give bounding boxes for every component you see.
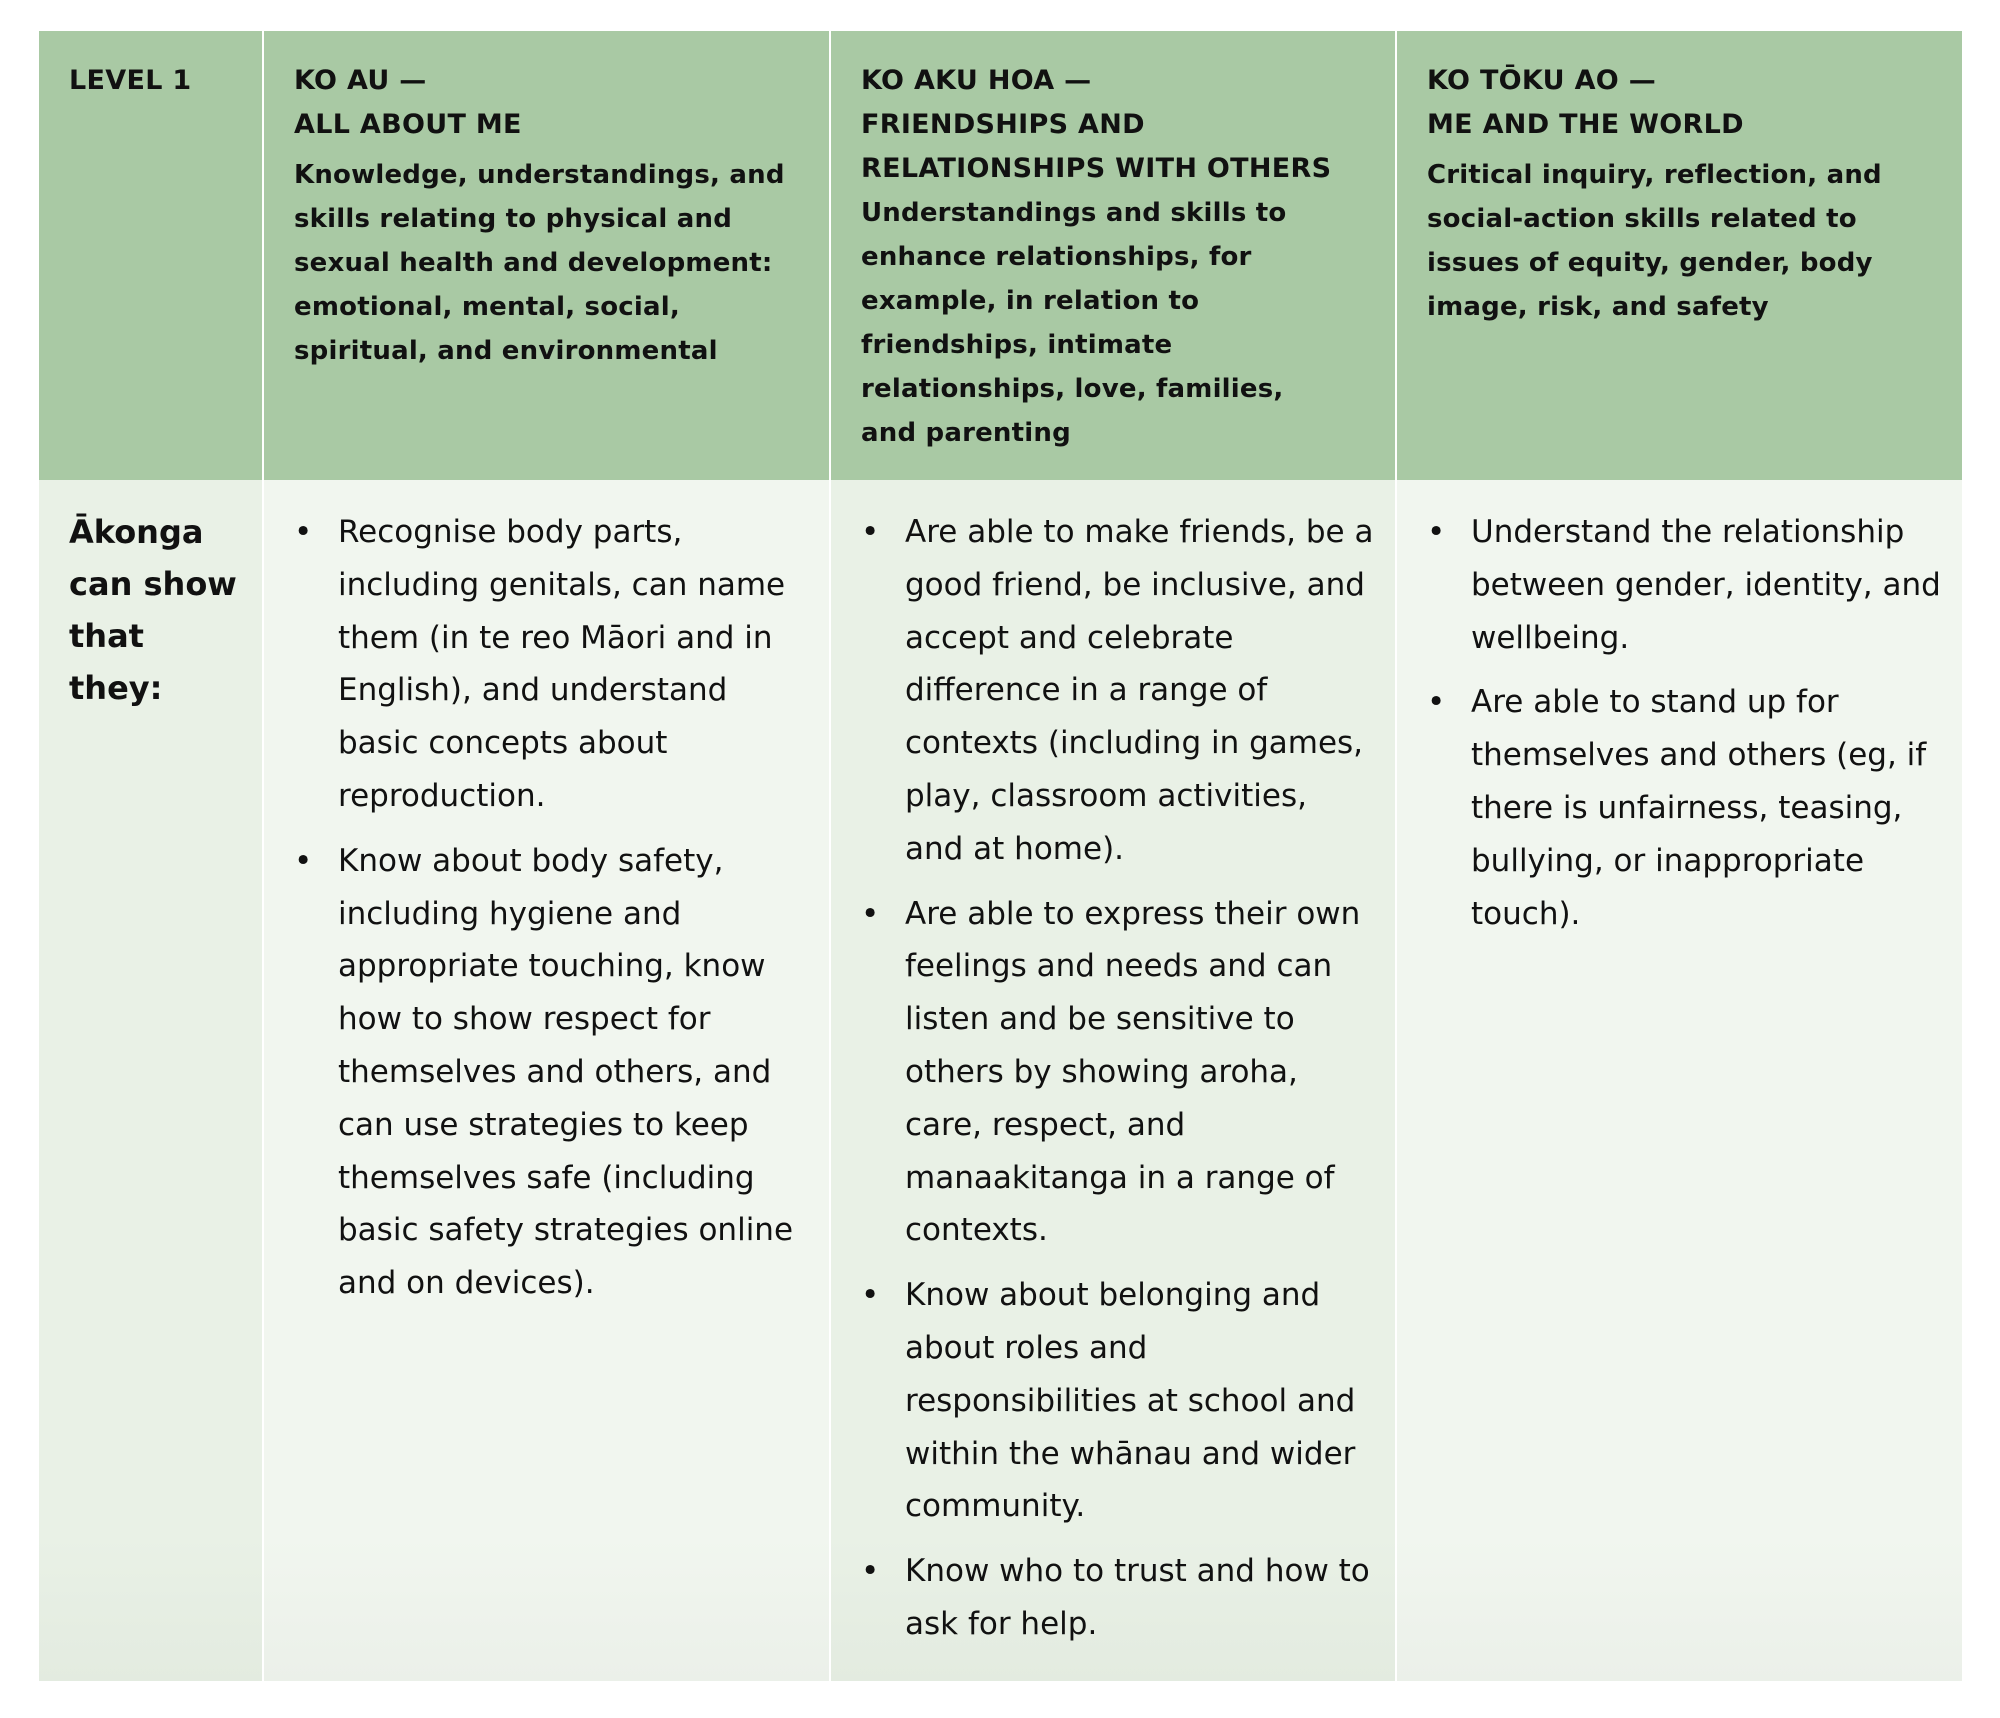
header-cell-ko-toku-ao [1397,31,1962,480]
bullet-list [861,506,1395,1651]
list-item [861,1269,1375,1533]
header-title: KO AKU HOA — [861,65,1092,96]
list-item-text: Are able to express their own feelings and needs and can listen and be sensitive to others by showing aroha, care, respect, and manaakitanga in a range of contexts. [905,895,1361,1249]
list-item [294,506,809,823]
header-level-cell [39,31,262,480]
list-item [294,835,809,1310]
header-cell-ko-aku-hoa [831,31,1395,480]
list-item-text: Are able to stand up for themselves and others (eg, if there is unfairness, teasing, bullying, or inappropriate touch). [1471,684,1927,932]
bullet-icon: • [861,1277,880,1314]
header-subtitle: RELATIONSHIPS WITH OTHERS [861,153,1332,184]
bullet-list [1427,506,1962,940]
bullet-icon: • [861,1553,880,1590]
list-item-text: Recognise body parts, including genitals, can name them (in te reo Māori and in English), and understand basic concepts about reproduction. [338,514,786,814]
level-label: LEVEL 1 [69,65,192,96]
list-item [861,888,1375,1258]
row-label-cell [39,480,262,1681]
header-description: Knowledge, understandings, and skills relating to physical and sexual health and development: emotional, mental, social, spiritual, and environmental [294,160,785,366]
header-subtitle: ALL ABOUT ME [294,109,522,140]
header-description: Understandings and skills to enhance relationships, for example, in relation to friendships, intimate relationships, love, families, and parenting [861,198,1287,448]
curriculum-table [39,31,1962,1681]
header-subtitle: FRIENDSHIPS AND [861,109,1145,140]
list-item [861,1545,1375,1651]
list-item-text: Know who to trust and how to ask for help. [905,1553,1370,1642]
bullet-list [294,506,829,1310]
bullet-icon: • [861,514,880,550]
bullet-icon: • [294,842,313,879]
bullet-icon: • [294,514,313,550]
list-item [1427,676,1942,940]
header-cell-ko-au [264,31,829,480]
list-item-text: Understand the relationship between gender, identity, and wellbeing. [1471,514,1941,656]
header-description: Critical inquiry, reflection, and social-action skills related to issues of equity, gender, body image, risk, and safety [1427,160,1882,322]
list-item-text: Know about body safety, including hygiene and appropriate touching, know how to show respect for themselves and others, and can use strategies to keep themselves safe (including basic safety strategies online and on devices). [338,842,794,1302]
body-cell-ko-toku-ao [1397,480,1962,1681]
header-title: KO TŌKU AO — [1427,65,1657,96]
body-cell-ko-au [264,480,829,1681]
list-item [861,506,1375,876]
list-item-text: Know about belonging and about roles and responsibilities at school and within the whānau and wider community. [905,1277,1356,1525]
bullet-icon: • [861,895,880,932]
header-title: KO AU — [294,65,427,96]
row-label: Ākonga can show that they: [69,513,237,707]
body-cell-ko-aku-hoa [831,480,1395,1681]
bullet-icon: • [1427,514,1446,550]
bullet-icon: • [1427,684,1446,721]
header-subtitle: ME AND THE WORLD [1427,109,1744,140]
list-item-text: Are able to make friends, be a good friend, be inclusive, and accept and celebrate difference in a range of contexts (including in games, play, classroom activities, and at home). [905,514,1374,867]
list-item [1427,506,1942,664]
